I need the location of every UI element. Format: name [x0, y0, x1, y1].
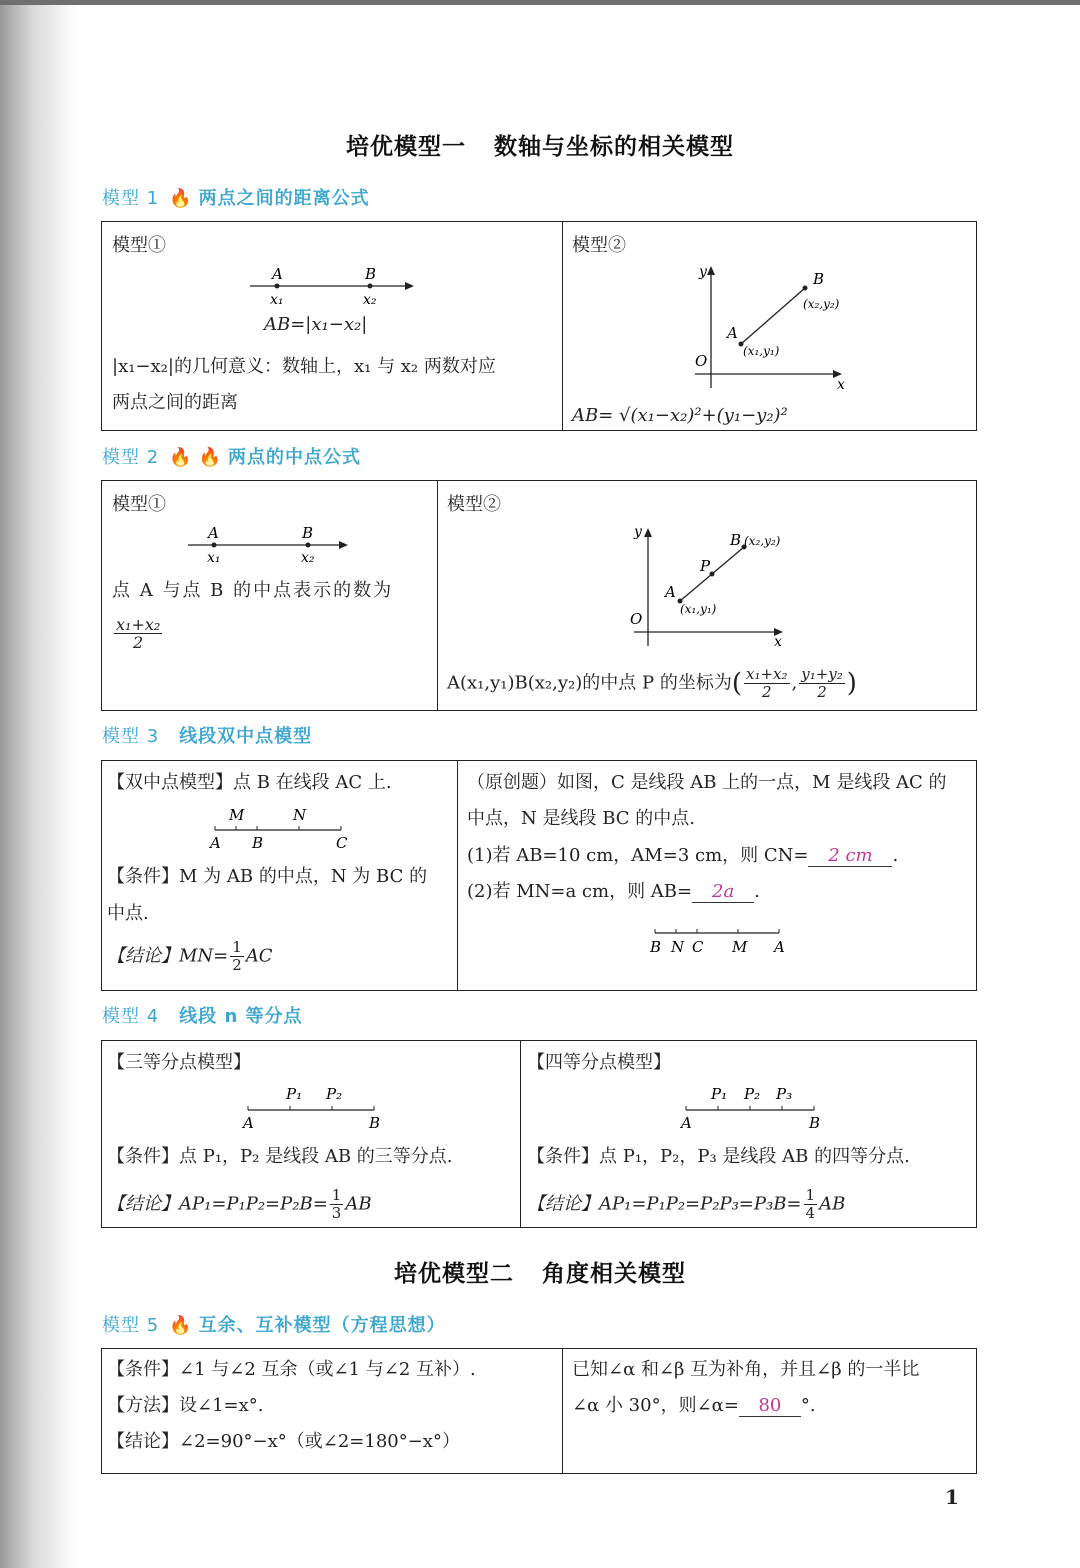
- answer-blank-1[interactable]: 2 cm: [808, 845, 892, 867]
- model-3-box: [101, 760, 977, 991]
- trisection-condition: 【条件】点 P₁，P₂ 是线段 AB 的三等分点.: [107, 1146, 453, 1167]
- point-b-label: B: [365, 265, 377, 283]
- model-3-condition: 【条件】M 为 AB 的中点，N 为 BC 的: [107, 866, 428, 887]
- quadrisection-conclusion: [527, 1187, 845, 1222]
- y-axis-label: y: [634, 524, 642, 540]
- distance-formula-2d: AB= √(x₁−x₂)²+(y₁−y₂)²: [572, 405, 788, 426]
- point-a-label: A: [208, 524, 219, 542]
- model-5-conclusion: 【结论】∠2=90°−x°（或∠2=180°−x°）: [107, 1431, 460, 1452]
- model-3-conclusion: [107, 939, 273, 974]
- model-2-title: 两点的中点公式: [228, 447, 362, 468]
- meaning-line-2: 两点之间的距离: [112, 392, 238, 413]
- fraction-numerator: 1: [232, 938, 242, 956]
- point-a-label: A: [681, 1114, 692, 1132]
- model-3-statement: 【双中点模型】点 B 在线段 AC 上.: [107, 772, 392, 793]
- point-c-label: C: [336, 834, 348, 852]
- x-fraction-numerator: x₁+x₂: [745, 665, 788, 683]
- y-axis-label: y: [699, 264, 707, 280]
- model-5-number: 模型 5: [102, 1315, 160, 1336]
- point-b-label: B: [813, 270, 825, 288]
- point-b-label: B: [809, 1114, 821, 1132]
- problem-part-1: [467, 841, 898, 867]
- model-4-number: 模型 4: [102, 1006, 160, 1027]
- model-4-box: [101, 1040, 977, 1228]
- distance-formula: AB=|x₁−x₂|: [264, 314, 368, 335]
- model-4-heading: [102, 1002, 303, 1028]
- model-1-left-label: 模型①: [112, 235, 166, 256]
- point-a-label: A: [272, 265, 283, 283]
- y-fraction-denominator: 2: [817, 683, 827, 701]
- p2-label: P₂: [326, 1085, 343, 1103]
- point-a-label: A: [210, 834, 221, 852]
- fraction-numerator: 1: [805, 1186, 816, 1204]
- answer-blank-2[interactable]: 2a: [692, 881, 754, 903]
- model-1-right-label: 模型②: [572, 235, 626, 256]
- section-title-1-b: 数轴与坐标的相关模型: [494, 134, 734, 160]
- x1-label: x₁: [207, 550, 221, 566]
- number-line-diagram: [182, 521, 362, 567]
- point-a-label: A: [727, 324, 738, 342]
- model-5-heading: [102, 1311, 446, 1337]
- point-b-coord: (x₂,y₂): [744, 534, 781, 548]
- point-b-label: B: [730, 531, 742, 549]
- point-p-label: P: [700, 557, 711, 575]
- segment-diagram-2: [647, 921, 787, 961]
- model-2-number: 模型 2: [102, 447, 160, 468]
- point-c-label: C: [692, 938, 704, 956]
- part-1-text: (1)若 AB=10 cm，AM=3 cm，则 CN=: [467, 845, 809, 866]
- point-n-label: N: [671, 938, 685, 956]
- p1-label: P₁: [711, 1085, 728, 1103]
- model-1-box: [101, 221, 977, 431]
- angle-problem-end: °.: [800, 1395, 816, 1416]
- midpoint-coordinate-text: A(x₁,y₁)B(x₂,y₂)的中点 P 的坐标为: [447, 672, 732, 694]
- point-m-label: M: [229, 806, 245, 824]
- divider: [437, 481, 438, 710]
- page-number: 1: [945, 1485, 959, 1509]
- point-a-coord: (x₁,y₁): [743, 344, 780, 358]
- section-title-2-a: 培优模型二: [394, 1261, 514, 1287]
- point-b-label: B: [650, 938, 662, 956]
- x1-label: x₁: [270, 292, 284, 308]
- x2-label: x₂: [363, 292, 377, 308]
- part-1-end: .: [892, 845, 899, 866]
- midpoint-coordinate-line: A(x₁,y₁)B(x₂,y₂)的中点 P 的坐标为( $\frac{\text{x₁+x₂}}{2}$ , $\frac{\text{y₁+y₂}}{2}$ ): [447, 665, 857, 701]
- model-2-box: [101, 480, 977, 711]
- point-n-label: N: [293, 806, 307, 824]
- divider: [562, 1349, 563, 1473]
- point-a-coord: (x₁,y₁): [680, 602, 717, 616]
- trisection-diagram: [242, 1081, 382, 1133]
- midpoint-fraction: [112, 616, 164, 651]
- problem-line-1: （原创题）如图，C 是线段 AB 上的一点，M 是线段 AC 的: [467, 772, 947, 793]
- part-2-text: (2)若 MN=a cm，则 AB=: [467, 881, 693, 902]
- fraction-denominator: 2: [232, 956, 242, 974]
- page-shadow: [0, 0, 80, 1568]
- flame-icon: 🔥: [198, 447, 223, 468]
- quadrisection-conclusion-text: 【结论】AP₁=P₁P₂=P₂P₃=P₃B=: [527, 1193, 802, 1215]
- model-5-box: [101, 1348, 977, 1474]
- section-title-2: [0, 1255, 1080, 1288]
- model-3-heading: [102, 722, 312, 748]
- p1-label: P₁: [286, 1085, 303, 1103]
- segment-ab: AB: [819, 1193, 846, 1215]
- answer-blank-angle[interactable]: 80: [739, 1395, 801, 1417]
- top-edge: [0, 0, 1080, 5]
- origin-label: O: [630, 610, 643, 628]
- trisection-conclusion: [107, 1187, 372, 1222]
- model-3-title: 线段双中点模型: [179, 726, 313, 747]
- meaning-line-1: |x₁−x₂|的几何意义：数轴上，x₁ 与 x₂ 两数对应: [112, 356, 496, 377]
- point-a-label: A: [774, 938, 785, 956]
- model-2-left-label: 模型①: [112, 494, 166, 515]
- model-1-number: 模型 1: [102, 188, 160, 209]
- fraction-denominator: 3: [331, 1204, 342, 1222]
- trisection-conclusion-text: 【结论】AP₁=P₁P₂=P₂B=: [107, 1193, 328, 1215]
- point-a-label: A: [665, 583, 676, 601]
- problem-line-2: 中点，N 是线段 BC 的中点.: [467, 808, 695, 829]
- x-axis-label: x: [837, 377, 845, 393]
- trisection-heading: 【三等分点模型】: [107, 1052, 251, 1073]
- conclusion-prefix: 【结论】MN=: [107, 945, 229, 967]
- flame-icon: 🔥: [169, 1315, 193, 1336]
- y-fraction-numerator: y₁+y₂: [801, 665, 843, 683]
- model-4-title: 线段 n 等分点: [179, 1006, 303, 1027]
- flame-icon: 🔥: [169, 188, 193, 209]
- origin-label: O: [695, 352, 708, 370]
- section-title-2-b: 角度相关模型: [542, 1261, 686, 1287]
- section-title-1-a: 培优模型一: [346, 134, 466, 160]
- x-fraction-denominator: 2: [761, 683, 772, 701]
- model-5-condition: 【条件】∠1 与∠2 互余（或∠1 与∠2 互补）.: [107, 1359, 476, 1380]
- quadrisection-diagram: [680, 1081, 820, 1133]
- fraction-numerator: 1: [331, 1186, 342, 1204]
- model-3-number: 模型 3: [102, 726, 160, 747]
- fraction-denominator: 4: [805, 1204, 816, 1222]
- x-axis-label: x: [774, 634, 782, 650]
- quadrisection-condition: 【条件】点 P₁，P₂，P₃ 是线段 AB 的四等分点.: [527, 1146, 910, 1167]
- point-a-label: A: [243, 1114, 254, 1132]
- model-5-title: 互余、互补模型（方程思想）: [198, 1315, 446, 1336]
- p2-label: P₂: [744, 1085, 761, 1103]
- quadrisection-heading: 【四等分点模型】: [527, 1052, 671, 1073]
- point-b-label: B: [302, 524, 314, 542]
- model-1-heading: [102, 184, 370, 210]
- angle-problem-line-1: 已知∠α 和∠β 互为补角，并且∠β 的一半比: [572, 1359, 920, 1380]
- model-2-heading: [102, 443, 361, 469]
- flame-icon: 🔥: [169, 447, 193, 468]
- p3-label: P₃: [776, 1085, 793, 1103]
- point-b-coord: (x₂,y₂): [803, 297, 840, 311]
- coordinate-diagram: [687, 260, 957, 395]
- point-b-label: B: [252, 834, 264, 852]
- model-1-title: 两点之间的距离公式: [198, 188, 370, 209]
- conclusion-suffix: AC: [245, 945, 273, 967]
- section-title-1: [0, 128, 1080, 161]
- model-5-method: 【方法】设∠1=x°.: [107, 1395, 264, 1416]
- x2-label: x₂: [301, 550, 315, 566]
- divider: [457, 761, 458, 990]
- number-line-diagram: [242, 262, 422, 312]
- model-3-condition-cont: 中点.: [107, 903, 149, 924]
- divider: [520, 1041, 521, 1227]
- segment-ab: AB: [345, 1193, 372, 1215]
- point-m-label: M: [732, 938, 748, 956]
- angle-problem-line-2: [572, 1391, 816, 1417]
- point-b-label: B: [369, 1114, 381, 1132]
- angle-problem-text: ∠α 小 30°，则∠α=: [572, 1395, 739, 1416]
- fraction-denominator: 2: [133, 633, 144, 652]
- coordinate-diagram: [622, 521, 842, 651]
- problem-part-2: [467, 877, 760, 903]
- segment-diagram: [207, 803, 357, 853]
- fraction-numerator: x₁+x₂: [116, 615, 161, 634]
- divider: [562, 222, 563, 430]
- part-2-end: .: [754, 881, 760, 902]
- midpoint-text: 点 A 与点 B 的中点表示的数为: [112, 580, 394, 601]
- model-2-right-label: 模型②: [447, 494, 501, 515]
